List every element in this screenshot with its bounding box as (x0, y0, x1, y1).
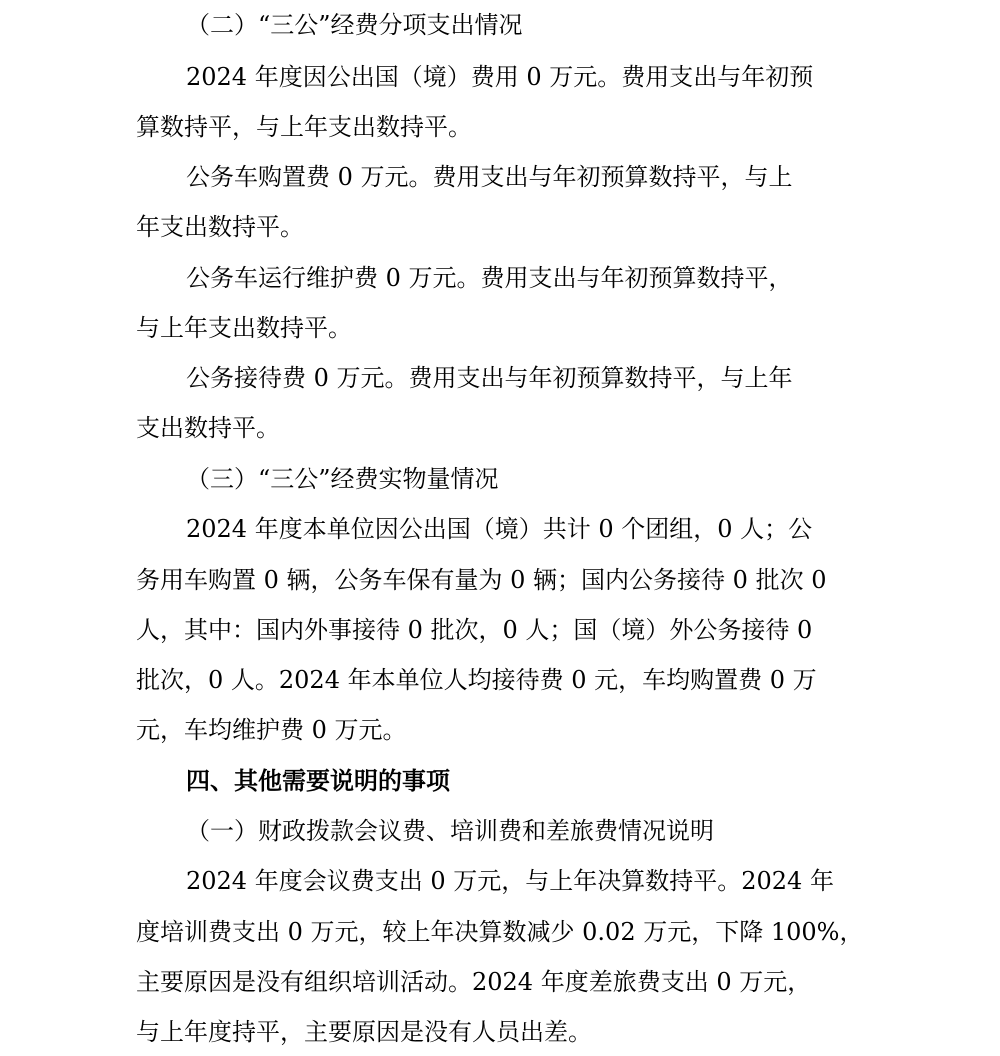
paragraph-3-line-2: 与上年支出数持平。 (136, 314, 352, 342)
paragraph-1-line-1: 2024 年度因公出国（境）费用 0 万元。费用支出与年初预 (186, 63, 814, 91)
paragraph-4-line-1: 公务接待费 0 万元。费用支出与年初预算数持平，与上年 (186, 364, 793, 392)
paragraph-6-line-2: 度培训费支出 0 万元，较上年决算数减少 0.02 万元，下降 100%， (136, 918, 864, 946)
paragraph-4-line-2: 支出数持平。 (136, 414, 280, 442)
paragraph-5-line-4: 批次，0 人。2024 年本单位人均接待费 0 元，车均购置费 0 万 (136, 666, 817, 694)
paragraph-2-line-2: 年支出数持平。 (136, 213, 304, 241)
section-four-heading: 四、其他需要说明的事项 (186, 767, 450, 795)
paragraph-6-line-3: 主要原因是没有组织培训活动。2024 年度差旅费支出 0 万元， (136, 968, 812, 996)
sub-1-heading: （一）财政拨款会议费、培训费和差旅费情况说明 (186, 817, 714, 845)
paragraph-5-line-1: 2024 年度本单位因公出国（境）共计 0 个团组，0 人；公 (186, 515, 813, 543)
paragraph-3-line-1: 公务车运行维护费 0 万元。费用支出与年初预算数持平， (186, 264, 793, 292)
paragraph-5-line-5: 元，车均维护费 0 万元。 (136, 716, 407, 744)
paragraph-6-line-1: 2024 年度会议费支出 0 万元，与上年决算数持平。2024 年 (186, 867, 834, 895)
paragraph-5-line-2: 务用车购置 0 辆，公务车保有量为 0 辆；国内公务接待 0 批次 0 (136, 566, 827, 594)
paragraph-2-line-1: 公务车购置费 0 万元。费用支出与年初预算数持平，与上 (186, 163, 793, 191)
paragraph-5-line-3: 人，其中：国内外事接待 0 批次，0 人；国（境）外公务接待 0 (136, 616, 813, 644)
section-2-heading: （二）“三公”经费分项支出情况 (186, 11, 523, 39)
paragraph-1-line-2: 算数持平，与上年支出数持平。 (136, 113, 472, 141)
paragraph-6-line-4: 与上年度持平，主要原因是没有人员出差。 (136, 1018, 592, 1046)
section-3-heading: （三）“三公”经费实物量情况 (186, 465, 499, 493)
